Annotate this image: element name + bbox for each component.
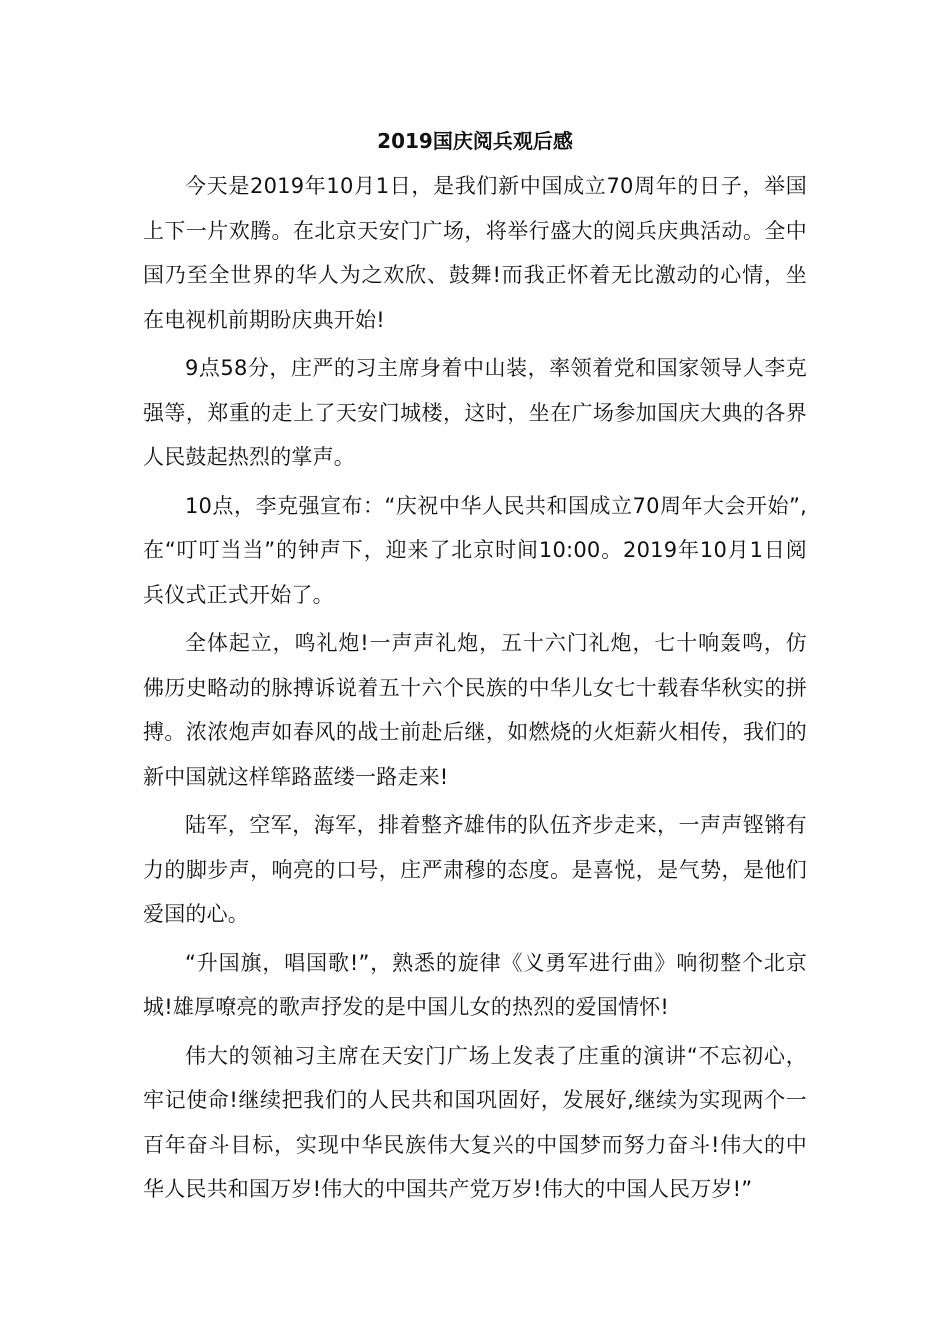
document-title: 2019国庆阅兵观后感 — [377, 129, 573, 153]
paragraph-2: 9点58分，庄严的习主席身着中山装，率领着党和国家领导人李克强等，郑重的走上了天安门城楼，这时，坐在广场参加国庆大典的各界人民鼓起热烈的掌声。 — [143, 356, 807, 469]
paragraph-6: “升国旗，唱国歌!”，熟悉的旋律《义勇军进行曲》响彻整个北京城!雄厚嘹亮的歌声抒发的是中国儿女的热烈的爱国情怀! — [143, 950, 807, 1019]
paragraph-1: 今天是2019年10月1日，是我们新中国成立70周年的日子，举国上下一片欢腾。在北京天安门广场，将举行盛大的阅兵庆典活动。全中国乃至全世界的华人为之欢欣、鼓舞!而我正怀着无比激动的心情，坐在电视机前期盼庆典开始! — [143, 174, 807, 332]
paragraph-3: 10点，李克强宣布：“庆祝中华人民共和国成立70周年大会开始”,在“叮叮当当”的钟声下，迎来了北京时间10:00。2019年10月1日阅兵仪式正式开始了。 — [143, 493, 807, 607]
paragraph-5: 陆军，空军，海军，排着整齐雄伟的队伍齐步走来，一声声铿锵有力的脚步声，响亮的口号，庄严肃穆的态度。是喜悦，是气势，是他们爱国的心。 — [143, 813, 807, 926]
document-body — [143, 122, 807, 1212]
paragraph-4: 全体起立，鸣礼炮!一声声礼炮，五十六门礼炮，七十响轰鸣，仿佛历史略动的脉搏诉说着五十六个民族的中华儿女七十载春华秋实的拼搏。浓浓炮声如春风的战士前赴后继，如燃烧的火炬薪火相传，我们的新中国就这样筚路蓝缕一路走来! — [143, 631, 807, 789]
paragraph-7: 伟大的领袖习主席在天安门广场上发表了庄重的演讲“不忘初心，牢记使命!继续把我们的人民共和国巩固好，发展好,继续为实现两个一百年奋斗目标，实现中华民族伟大复兴的中国梦而努力奋斗!伟大的中华人民共和国万岁!伟大的中国共产党万岁!伟大的中国人民万岁!” — [143, 1043, 807, 1201]
